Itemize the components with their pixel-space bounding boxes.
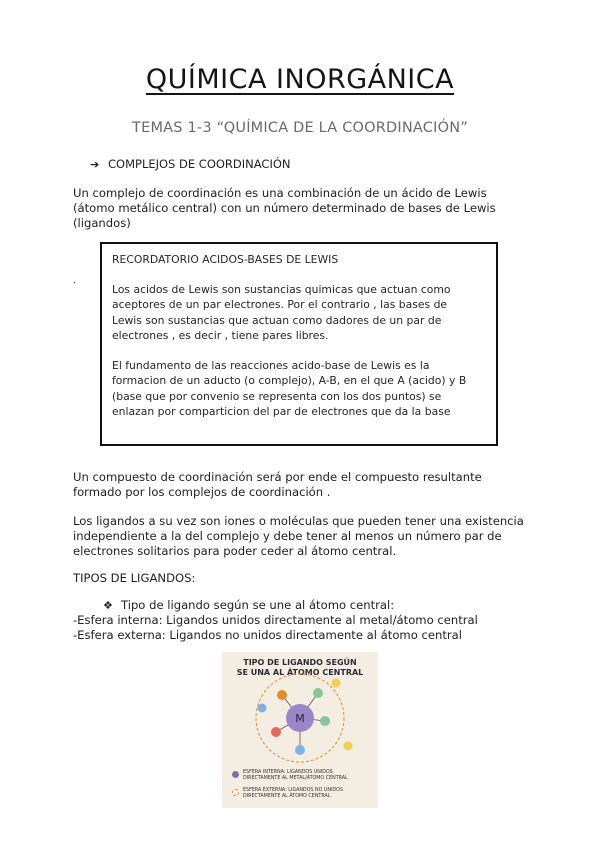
outer-ligand-blue [258, 704, 267, 713]
ligand-paragraph [73, 514, 543, 559]
legend-line: DIRECTAMENTE AL ÁTOMO CENTRAL [243, 793, 331, 799]
figure-title-line: TIPO DE LIGANDO SEGÚN [243, 658, 357, 667]
stray-dot: . [73, 276, 76, 286]
text-line: Lewis son sustancias que actuan como dadores de un par de [112, 313, 442, 327]
outer-ligand-yellow [332, 679, 341, 688]
legend-line: ESFERA EXTERNA: LIGANDOS NO UNIDOS [243, 788, 343, 793]
figure-title-line: SE UNA AL ÁTOMO CENTRAL [236, 667, 364, 677]
text-line: enlazan por comparticion del par de electrones que da la base [112, 405, 451, 418]
metal-label: M [295, 712, 305, 725]
diamond-bullet-icon: ❖ [103, 599, 113, 612]
ligand-green [313, 688, 323, 698]
legend-line: ESFERA INTERNA: LIGANDOS UNIDOS [243, 770, 333, 775]
ligand-blue [295, 745, 305, 755]
legend-text [243, 770, 348, 782]
text-line: (ligandos) [73, 216, 131, 230]
tipos-bullet-text: Tipo de ligando según se une al átomo central: [121, 598, 395, 612]
box-paragraph-2 [112, 358, 486, 420]
text-line: Un complejo de coordinación es una combinación de un ácido de Lewis [73, 186, 487, 200]
text-line: electrones , es decir , tiene pares libres. [112, 329, 329, 342]
text-line: formado por los complejos de coordinación . [73, 485, 331, 499]
section-bullet-text: COMPLEJOS DE COORDINACIÓN [108, 157, 291, 171]
page-title: QUÍMICA INORGÁNICA [145, 64, 455, 95]
lewis-reminder-box [100, 242, 498, 446]
box-heading: RECORDATORIO ACIDOS-BASES DE LEWIS [112, 253, 339, 266]
legend-line: DIRECTAMENTE AL METAL/ÁTOMO CENTRAL [243, 775, 348, 781]
text-line: -Esfera interna: Ligandos unidos directamente al metal/átomo central [73, 613, 478, 627]
text-line: Un compuesto de coordinación será por ende el compuesto resultante [73, 470, 482, 484]
tipos-bullet [73, 598, 543, 613]
text-line: -Esfera externa: Ligandos no unidos directamente al átomo central [73, 628, 462, 642]
section-bullet [90, 157, 291, 171]
text-line: Los acidos de Lewis son sustancias quimicas que actuan como [112, 282, 451, 296]
page-subtitle: TEMAS 1-3 “QUÍMICA DE LA COORDINACIÓN” [132, 120, 468, 136]
tipos-heading: TIPOS DE LIGANDOS: [73, 571, 196, 585]
ligand-red [271, 727, 281, 737]
intro-paragraph [73, 186, 543, 231]
compound-paragraph [73, 470, 543, 500]
outer-ligand-yellow-2 [344, 742, 353, 751]
legend-text [243, 788, 343, 800]
legend-swatch-inner [232, 771, 239, 778]
text-line: (átomo metálico central) con un número determinado de bases de Lewis [73, 201, 496, 215]
tipos-list [73, 598, 543, 643]
text-line: electrones solitarios para poder ceder al átomo central. [73, 544, 397, 558]
text-line: formacion de un aducto (o complejo), A-B, en el que A (acido) y B [112, 374, 467, 387]
text-line: El fundamento de las reacciones acido-base de Lewis es la [112, 358, 430, 372]
text-line: independiente a la del complejo y debe tener al menos un número par de [73, 529, 502, 543]
legend-swatch-outer [232, 789, 239, 796]
box-paragraph-1 [112, 282, 486, 344]
text-line: Los ligandos a su vez son iones o moléculas que pueden tener una existencia [73, 514, 524, 528]
text-line: (base que por convenio se representa con los dos puntos) se [112, 389, 442, 403]
ligand-green-2 [320, 716, 330, 726]
ligand-orange [277, 690, 287, 700]
sphere-diagram [222, 652, 378, 808]
ligand-sphere-figure [222, 652, 378, 808]
arrow-icon: ➔ [90, 158, 100, 171]
text-line: aceptores de un par electrones. Por el contrario , las bases de [112, 298, 448, 311]
